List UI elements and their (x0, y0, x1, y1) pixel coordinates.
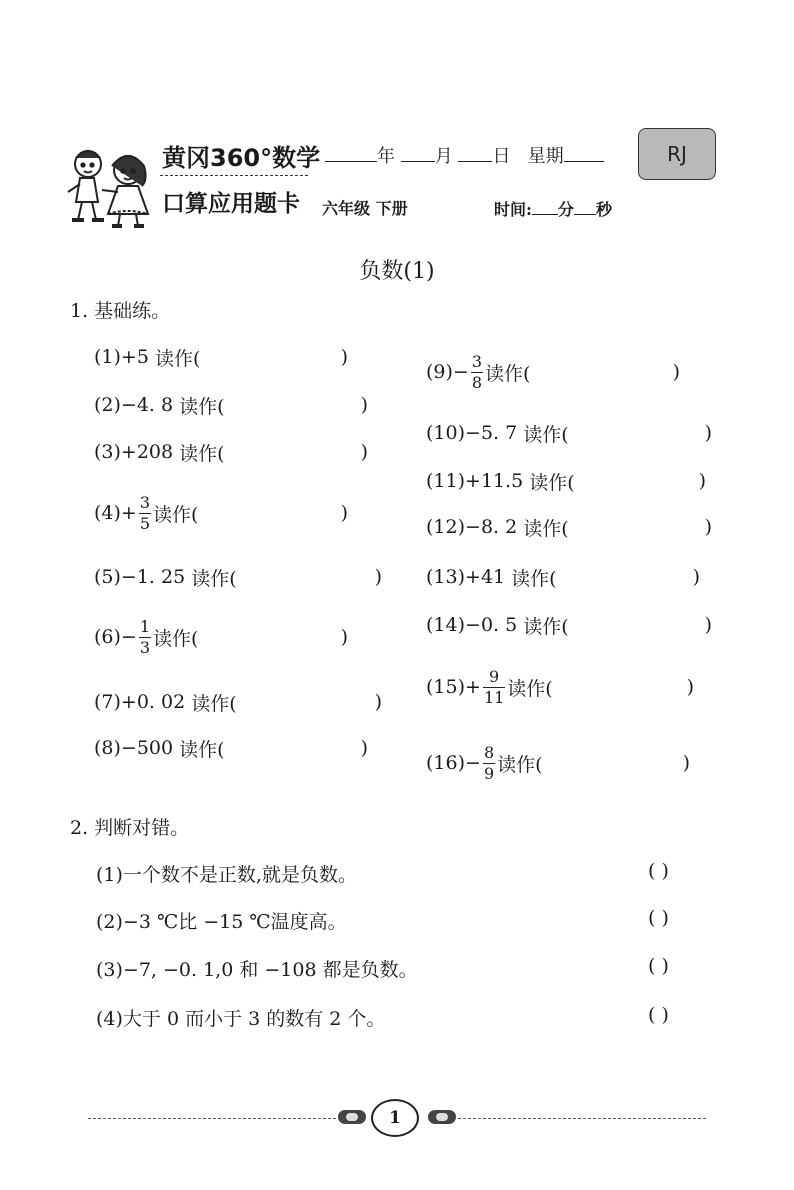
judge-answer-3[interactable]: ( ) (648, 955, 669, 977)
exercise-item (426, 552, 700, 602)
section-2-heading: 2. 判断对错。 (70, 817, 190, 839)
item-read-label: 读作( (191, 692, 237, 715)
month-blank[interactable] (401, 143, 435, 162)
item-value: 41 (480, 566, 506, 588)
exercise-item (94, 380, 368, 430)
item-read-label: 读作( (529, 471, 575, 494)
year-blank[interactable] (325, 143, 377, 162)
judge-statement-1: (1)一个数不是正数,就是负数。 (96, 864, 357, 886)
close-paren: ) (340, 502, 348, 524)
exercise-item (426, 347, 680, 397)
exercise-item (94, 612, 348, 662)
brand-subtitle: 口算应用题卡 (162, 191, 300, 217)
fraction-numerator: 9 (489, 666, 500, 686)
minute-label: 分 (557, 200, 574, 219)
weekday-label: 星期 (527, 146, 564, 167)
item-sign: − (465, 614, 481, 636)
fraction (483, 666, 505, 707)
time-label: 时间: (494, 200, 532, 219)
close-paren: ) (360, 394, 368, 416)
footer-rule-right (458, 1118, 706, 1119)
second-label: 秒 (595, 200, 612, 219)
fraction-numerator: 8 (483, 742, 495, 762)
fraction-denominator: 5 (139, 513, 151, 533)
item-read-label: 读作( (523, 423, 569, 446)
item-read-label: 读作( (523, 615, 569, 638)
exercise-item (426, 662, 694, 712)
item-sign: + (120, 502, 137, 524)
item-read-label: 读作( (191, 567, 237, 590)
item-read-label: 读作( (153, 503, 199, 526)
item-number: (16) (426, 752, 466, 774)
item-value: 1. 25 (136, 566, 186, 588)
item-number: (10) (426, 422, 466, 444)
day-label: 日 (492, 146, 511, 167)
item-read-label: 读作( (511, 567, 557, 590)
item-sign: + (120, 691, 137, 713)
footer-ornament-left (338, 1110, 366, 1124)
item-number: (12) (426, 516, 466, 538)
item-read-label: 读作( (154, 347, 201, 370)
item-read-label: 读作( (497, 753, 543, 776)
fraction-denominator: 8 (471, 372, 483, 392)
judge-statement-4: (4)大于 0 而小于 3 的数有 2 个。 (96, 1008, 386, 1030)
judge-answer-1[interactable]: ( ) (648, 860, 669, 882)
item-read-label: 读作( (523, 517, 569, 540)
item-value: 8. 2 (480, 516, 518, 538)
close-paren: ) (704, 516, 712, 538)
exercise-item (426, 502, 712, 552)
close-paren: ) (698, 470, 706, 492)
item-read-label: 读作( (179, 395, 225, 418)
item-number: (14) (426, 614, 466, 636)
date-line (325, 142, 604, 168)
brand-title: 黄冈360°数学 (162, 144, 321, 172)
exercise-item (94, 723, 368, 773)
fraction-denominator: 11 (483, 687, 505, 707)
item-read-label: 读作( (179, 738, 225, 761)
item-sign: − (120, 626, 137, 648)
year-label: 年 (377, 146, 395, 167)
close-paren: ) (340, 346, 348, 368)
exercise-item (94, 427, 368, 477)
fraction (139, 492, 151, 533)
page-number: 1 (371, 1099, 419, 1137)
item-number: (11) (426, 470, 466, 492)
close-paren: ) (692, 566, 700, 588)
item-number: (3) (94, 441, 121, 463)
fraction (139, 616, 151, 657)
item-read-label: 读作( (507, 677, 553, 700)
exercise-item (94, 552, 382, 602)
close-paren: ) (682, 752, 690, 774)
close-paren: ) (360, 737, 368, 759)
item-number: (5) (94, 566, 121, 588)
fraction-denominator: 3 (139, 637, 151, 657)
footer-ornament-right (428, 1110, 456, 1124)
fraction-denominator: 9 (483, 763, 495, 783)
judge-answer-2[interactable]: ( ) (648, 907, 669, 929)
item-number: (4) (94, 502, 121, 524)
item-number: (6) (94, 626, 121, 648)
close-paren: ) (704, 422, 712, 444)
close-paren: ) (360, 441, 368, 463)
item-sign: − (465, 516, 481, 538)
item-value: 5. 7 (480, 422, 518, 444)
minute-blank[interactable] (532, 196, 558, 215)
fraction (471, 351, 483, 392)
item-value: 5 (136, 346, 149, 368)
item-sign: − (120, 394, 137, 416)
fraction (483, 742, 495, 783)
item-value: 11.5 (480, 470, 524, 492)
item-sign: + (465, 470, 481, 492)
judge-statement-3: (3)−7, −0. 1,0 和 −108 都是负数。 (96, 959, 418, 981)
section-1-heading: 1. 基础练。 (70, 300, 171, 322)
item-read-label: 读作( (153, 627, 199, 650)
item-value: 0. 5 (480, 614, 518, 636)
exercise-item (426, 456, 706, 506)
judge-statement-2: (2)−3 ℃比 −15 ℃温度高。 (96, 911, 347, 933)
page-title: 负数(1) (359, 259, 435, 284)
item-sign: + (120, 346, 137, 368)
item-value: 500 (136, 737, 174, 759)
fraction-numerator: 3 (139, 492, 151, 512)
item-sign: − (465, 752, 481, 774)
exercise-item (94, 677, 382, 727)
close-paren: ) (704, 614, 712, 636)
item-number: (8) (94, 737, 121, 759)
close-paren: ) (686, 676, 694, 698)
close-paren: ) (672, 361, 680, 383)
close-paren: ) (374, 566, 382, 588)
item-sign: − (465, 422, 481, 444)
item-number: (7) (94, 691, 121, 713)
exercise-item (426, 738, 690, 788)
fraction-numerator: 3 (471, 351, 483, 371)
item-read-label: 读作( (485, 362, 531, 385)
exercise-item (94, 332, 348, 382)
judge-answer-4[interactable]: ( ) (648, 1004, 669, 1026)
exercise-item (426, 600, 712, 650)
day-blank[interactable] (458, 143, 492, 162)
close-paren: ) (340, 626, 348, 648)
brand-divider (160, 175, 308, 176)
edition-badge: RJ (638, 128, 716, 180)
item-value: 4. 8 (136, 394, 174, 416)
second-blank[interactable] (574, 196, 596, 215)
cartoon-kids-logo-icon (62, 140, 162, 230)
item-value: 0. 02 (136, 691, 186, 713)
fraction-numerator: 1 (139, 616, 151, 636)
grade-label: 六年级 下册 (322, 199, 408, 218)
item-sign: + (120, 441, 137, 463)
item-number: (15) (426, 676, 466, 698)
item-sign: + (465, 566, 481, 588)
exercise-item (426, 408, 712, 458)
item-value: 208 (136, 441, 174, 463)
item-number: (2) (94, 394, 121, 416)
item-sign: + (465, 676, 481, 698)
exercise-item (94, 488, 348, 538)
item-number: (13) (426, 566, 466, 588)
weekday-blank[interactable] (564, 143, 604, 162)
close-paren: ) (374, 691, 382, 713)
item-sign: − (452, 361, 469, 383)
item-read-label: 读作( (179, 442, 225, 465)
item-number: (9) (426, 361, 453, 383)
month-label: 月 (434, 146, 453, 167)
item-number: (1) (94, 346, 121, 368)
item-sign: − (120, 566, 137, 588)
time-line (494, 196, 612, 220)
footer-rule-left (88, 1118, 336, 1119)
item-sign: − (120, 737, 137, 759)
